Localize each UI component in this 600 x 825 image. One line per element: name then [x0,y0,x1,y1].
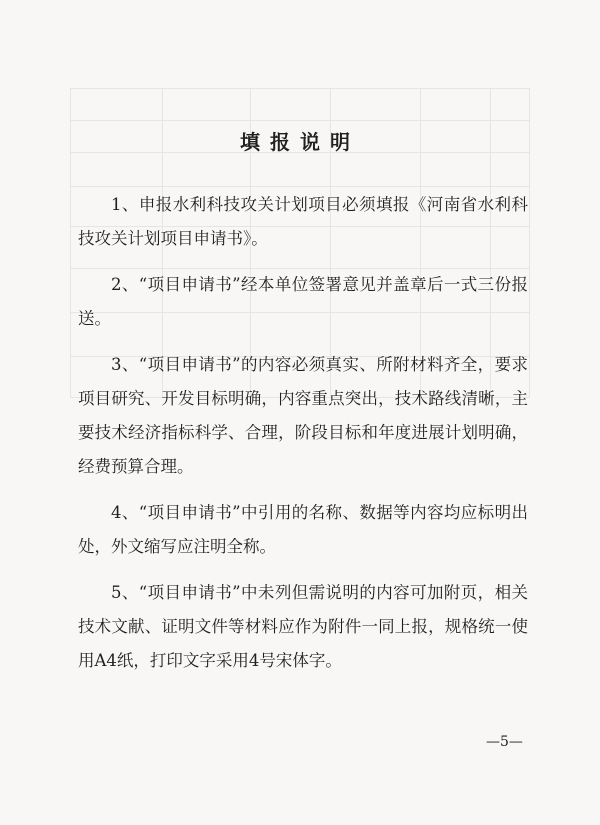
instruction-paragraph: 3、“项目申请书”的内容必须真实、所附材料齐全，要求项目研究、开发目标明确，内容重点突出，技术路线清晰，主要技术经济指标科学、合理，阶段目标和年度进展计划明确，经费预算合理。 [78,355,528,476]
instruction-paragraph: 4、“项目申请书”中引用的名称、数据等内容均应标明出处，外文缩写应注明全称。 [78,503,528,556]
instruction-paragraph: 1、申报水利科技攻关计划项目必须填报《河南省水利科技攻关计划项目申请书》。 [78,195,528,248]
instruction-paragraph: 2、“项目申请书”经本单位签署意见并盖章后一式三份报送。 [78,275,528,328]
instruction-paragraph: 5、“项目申请书”中未列但需说明的内容可加附页，相关技术文献、证明文件等材料应作为附件一同上报，规格统一使用A4纸，打印文字采用4号宋体字。 [78,583,528,670]
page-title: 填报说明 [240,130,360,154]
page-number: —5— [486,734,523,750]
instructions-body [78,188,528,690]
